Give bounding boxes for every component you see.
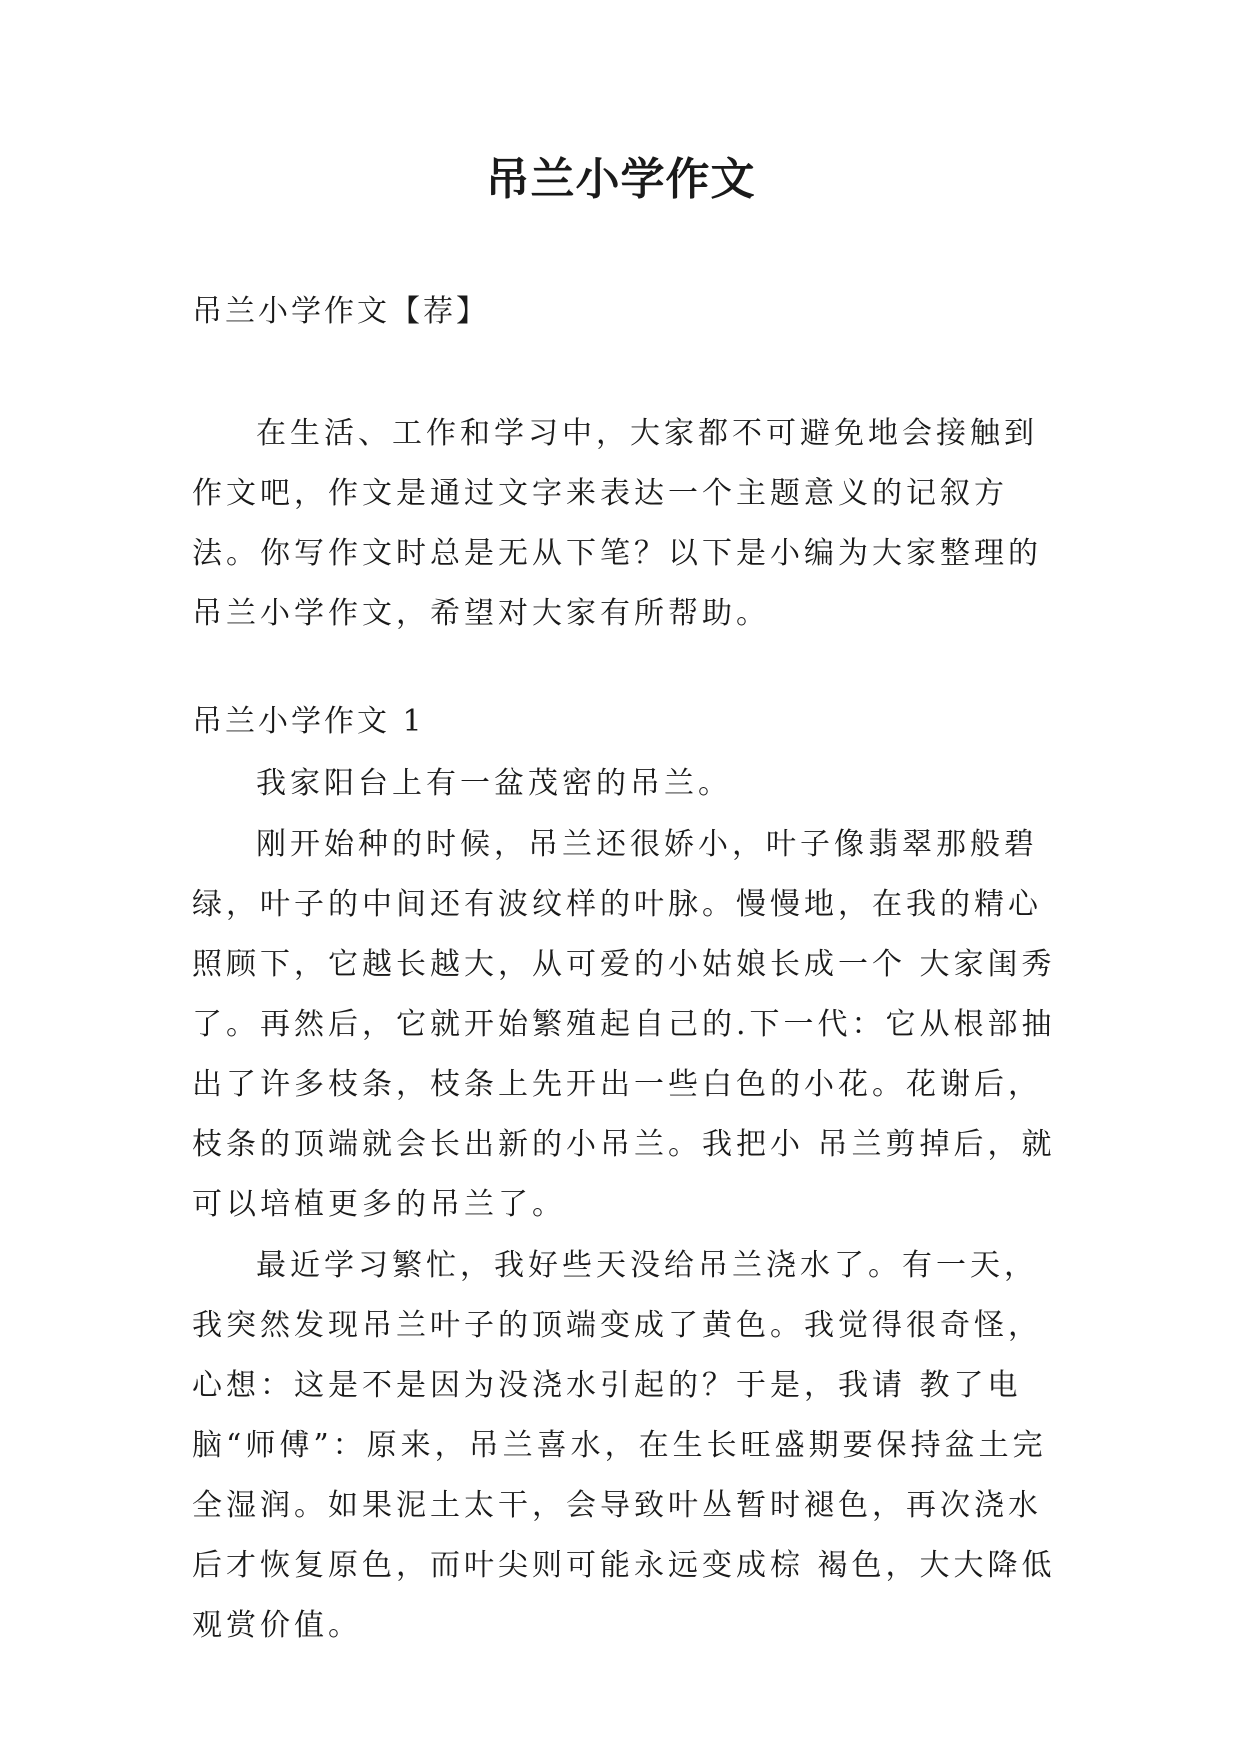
- section-heading: 吊兰小学作文 1: [192, 704, 425, 739]
- intro-paragraph: 在生活、工作和学习中，大家都不可避免地会接触到作文吧，作文是通过文字来表达一个主题意义的记叙方法。你写作文时总是无从下笔？以下是小编为大家整理的吊兰小学作文，希望对大家有所帮助。: [192, 416, 1042, 631]
- essay-paragraph-1: 我家阳台上有一盆茂密的吊兰。: [256, 766, 732, 801]
- document-subtitle: 吊兰小学作文【荐】: [192, 294, 489, 329]
- page-title: 吊兰小学作文: [485, 154, 756, 205]
- essay-body: [192, 754, 1062, 1657]
- essay-paragraph-2: 刚开始种的时候，吊兰还很娇小，叶子像翡翠那般碧绿，叶子的中间还有波纹样的叶脉。慢慢地，在我的精心照顾下，它越长越大，从可爱的小姑娘长成一个 大家闺秀了。再然后，它就开始繁殖起自己的.下一代：它从根部抽出了许多枝条，枝条上先开出一些白色的小花。花谢后，枝条的顶端就会长出新的小吊兰。我把小 吊兰剪掉后，就可以培植更多的吊兰了。: [192, 827, 1056, 1222]
- essay-paragraph-3: 最近学习繁忙，我好些天没给吊兰浇水了。有一天，我突然发现吊兰叶子的顶端变成了黄色。我觉得很奇怪，心想：这是不是因为没浇水引起的？于是，我请 教了电脑“师傅”：原来，吊兰喜水，在生长旺盛期要保持盆土完全湿润。如果泥土太干，会导致叶丛暂时褪色，再次浇水后才恢复原色，而叶尖则可能永远变成棕 褐色，大大降低观赏价值。: [192, 1248, 1056, 1643]
